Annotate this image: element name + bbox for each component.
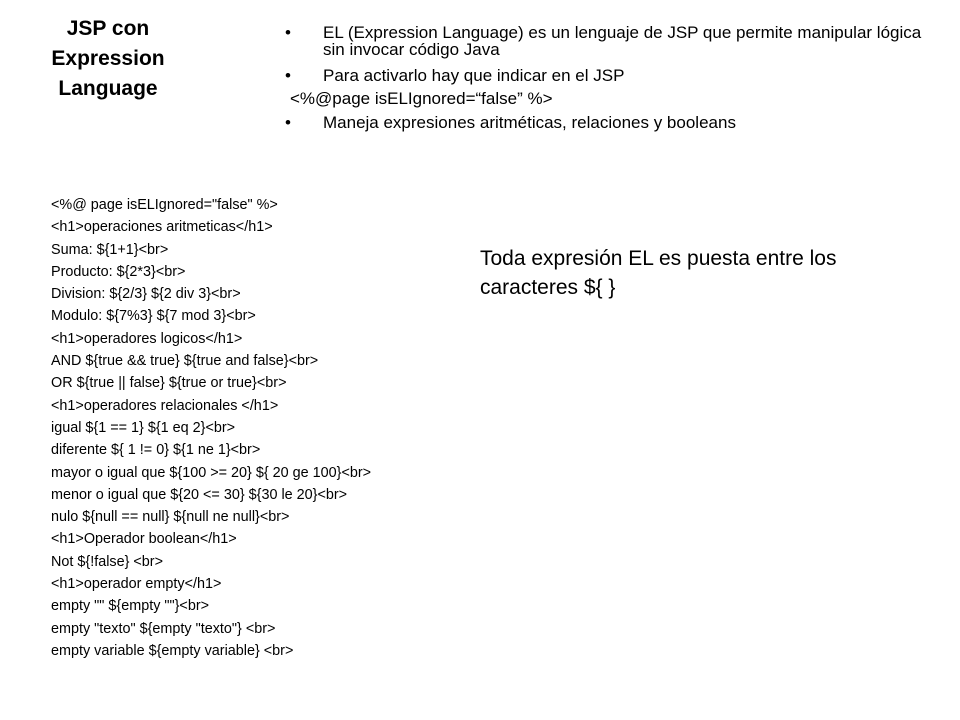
code-line: mayor o igual que ${100 >= 20} ${ 20 ge 100}<br> — [51, 464, 372, 481]
slide-title — [18, 14, 198, 104]
code-line: <h1>operadores relacionales </h1> — [51, 397, 279, 414]
code-line: Modulo: ${7%3} ${7 mod 3}<br> — [51, 308, 256, 325]
bullet-item-expressions — [285, 113, 945, 133]
title-line-3: Language — [58, 77, 158, 100]
code-line: nulo ${null == null} ${null ne null}<br> — [51, 509, 290, 526]
code-line: empty "texto" ${empty "texto"} <br> — [51, 620, 276, 637]
bullet-item-activation — [285, 66, 945, 86]
code-line: AND ${true && true} ${true and false}<br> — [51, 353, 319, 370]
code-line: empty variable ${empty variable} <br> — [51, 642, 294, 659]
code-line: diferente ${ 1 != 0} ${1 ne 1}<br> — [51, 442, 261, 459]
code-line: OR ${true || false} ${true or true}<br> — [51, 375, 287, 392]
code-line: empty "" ${empty ""}<br> — [51, 598, 210, 615]
bullet-text: EL (Expression Language) es un lenguaje de JSP que permite manipular lógica sin invocar código Java — [323, 23, 922, 59]
bullet-dot-icon: • — [285, 23, 291, 42]
bullet-text: Maneja expresiones aritméticas, relaciones y booleans — [323, 113, 736, 132]
code-line: <h1>operaciones aritmeticas</h1> — [51, 219, 273, 236]
code-line: Producto: ${2*3}<br> — [51, 263, 186, 280]
code-listing — [51, 194, 371, 662]
code-line: menor o igual que ${20 <= 30} ${30 le 20}<br> — [51, 486, 348, 503]
bullet-dot-icon: • — [285, 113, 291, 132]
code-line: <h1>Operador boolean</h1> — [51, 531, 237, 548]
bullet-text: Para activarlo hay que indicar en el JSP — [323, 66, 625, 85]
code-line: <h1>operadores logicos</h1> — [51, 330, 243, 347]
title-line-1: JSP con — [66, 17, 150, 40]
code-line: Suma: ${1+1}<br> — [51, 241, 169, 258]
code-line: <%@ page isELIgnored="false" %> — [51, 197, 278, 213]
code-line: Not ${!false} <br> — [51, 553, 164, 570]
code-line: <h1>operador empty</h1> — [51, 576, 222, 593]
code-line: igual ${1 == 1} ${1 eq 2}<br> — [51, 419, 236, 436]
title-line-2: Expression — [51, 47, 165, 70]
el-syntax-note: Toda expresión EL es puesta entre los caracteres ${ } — [480, 247, 837, 299]
bullet-dot-icon: • — [285, 66, 291, 85]
page-directive-line: <%@page isELIgnored=“false” %> — [290, 89, 553, 108]
bullet-item-expression-language — [285, 24, 945, 58]
bullet-list — [285, 24, 945, 133]
code-line: Division: ${2/3} ${2 div 3}<br> — [51, 286, 241, 303]
